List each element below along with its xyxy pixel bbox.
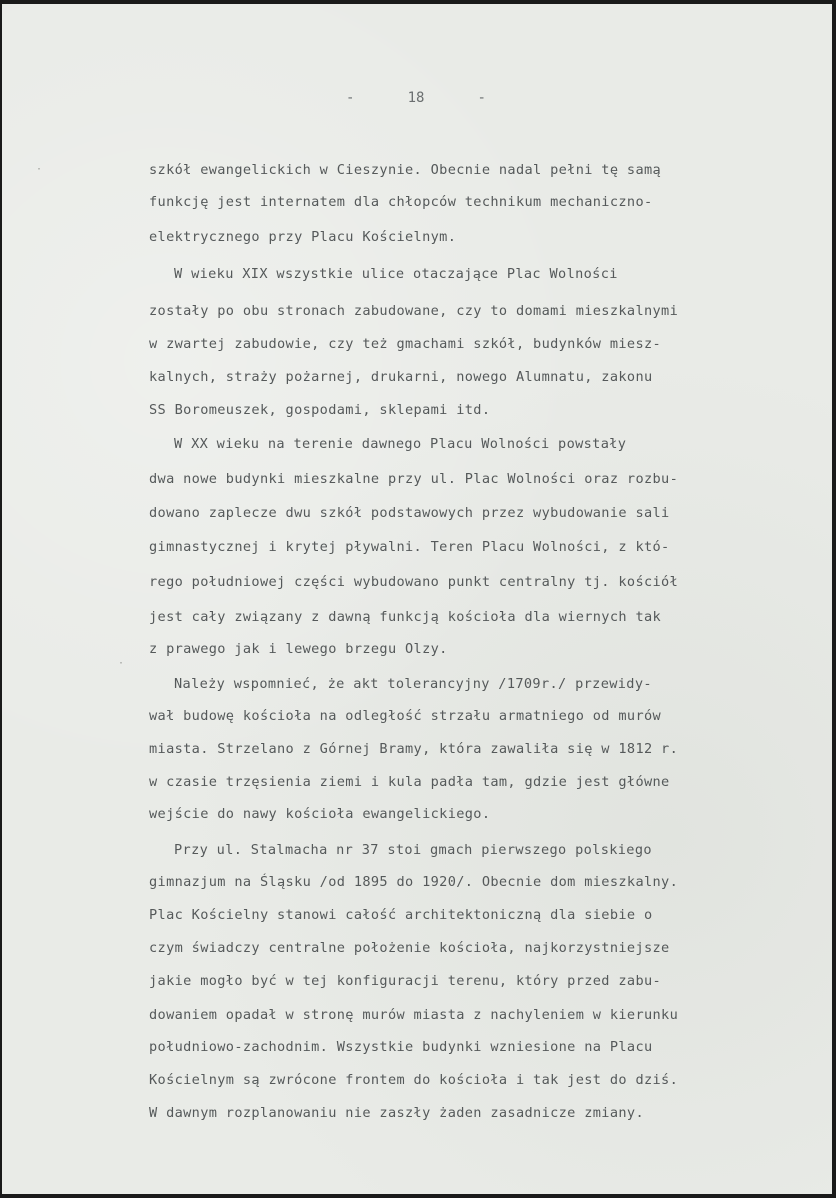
text-line: kalnych, straży pożarnej, drukarni, nowego Alumnatu, zakonu <box>149 369 653 385</box>
page-number: 18 <box>407 90 425 106</box>
text-line: jest cały związany z dawną funkcją kościoła dla wiernych tak <box>149 609 662 625</box>
text-line: gimnazjum na Śląsku /od 1895 do 1920/. Obecnie dom mieszkalny. <box>149 874 679 890</box>
text-line: funkcję jest internatem dla chłopców technikum mechaniczno- <box>149 194 653 210</box>
paragraph-first-line: W wieku XIX wszystkie ulice otaczające Plac Wolności <box>174 266 618 282</box>
paragraph-first-line: Należy wspomnieć, że akt tolerancyjny /1709r./ przewidy- <box>174 676 652 692</box>
page-number-dash-right: - <box>477 90 486 106</box>
text-line: wał budowę kościoła na odległość strzału armatniego od murów <box>149 708 662 724</box>
margin-speck: · <box>118 658 125 669</box>
margin-speck: · <box>36 164 43 175</box>
text-line: Kościelnym są zwrócone frontem do kościoła i tak jest do dziś. <box>149 1072 679 1088</box>
text-line: w czasie trzęsienia ziemi i kula padła tam, gdzie jest główne <box>149 774 670 790</box>
text-line: dwa nowe budynki mieszkalne przy ul. Plac Wolności oraz rozbu- <box>149 471 679 487</box>
text-line: gimnastycznej i krytej pływalni. Teren Placu Wolności, z któ- <box>149 539 670 555</box>
text-line: z prawego jak i lewego brzegu Olzy. <box>149 641 448 657</box>
text-line: SS Boromeuszek, gospodami, sklepami itd. <box>149 402 491 418</box>
text-line: Plac Kościelny stanowi całość architektoniczną dla siebie o <box>149 907 653 923</box>
page-number-dash-left: - <box>346 90 355 106</box>
paragraph-first-line: Przy ul. Stalmacha nr 37 stoi gmach pierwszego polskiego <box>174 842 652 858</box>
page-number-header <box>346 90 486 106</box>
text-line: dowaniem opadał w stronę murów miasta z nachyleniem w kierunku <box>149 1007 679 1023</box>
text-line: w zwartej zabudowie, czy też gmachami szkół, budynków miesz- <box>149 336 662 352</box>
text-line: rego południowej części wybudowano punkt centralny tj. kościół <box>149 574 679 590</box>
text-line: jakie mogło być w tej konfiguracji terenu, który przed zabu- <box>149 973 662 989</box>
text-line: W dawnym rozplanowaniu nie zaszły żaden zasadnicze zmiany. <box>149 1105 644 1121</box>
text-line: szkół ewangelickich w Cieszynie. Obecnie nadal pełni tę samą <box>149 162 662 178</box>
text-line: czym świadczy centralne położenie kościoła, najkorzystniejsze <box>149 940 670 956</box>
text-line: elektrycznego przy Placu Kościelnym. <box>149 229 457 245</box>
document-page <box>2 4 832 1194</box>
text-line: południowo-zachodnim. Wszystkie budynki wzniesione na Placu <box>149 1039 653 1055</box>
text-line: zostały po obu stronach zabudowane, czy to domami mieszkalnymi <box>149 303 679 319</box>
text-line: dowano zaplecze dwu szkół podstawowych przez wybudowanie sali <box>149 505 670 521</box>
paragraph-first-line: W XX wieku na terenie dawnego Placu Wolności powstały <box>174 436 627 452</box>
text-line: wejście do nawy kościoła ewangelickiego. <box>149 806 491 822</box>
text-line: miasta. Strzelano z Górnej Bramy, która zawaliła się w 1812 r. <box>149 741 679 757</box>
